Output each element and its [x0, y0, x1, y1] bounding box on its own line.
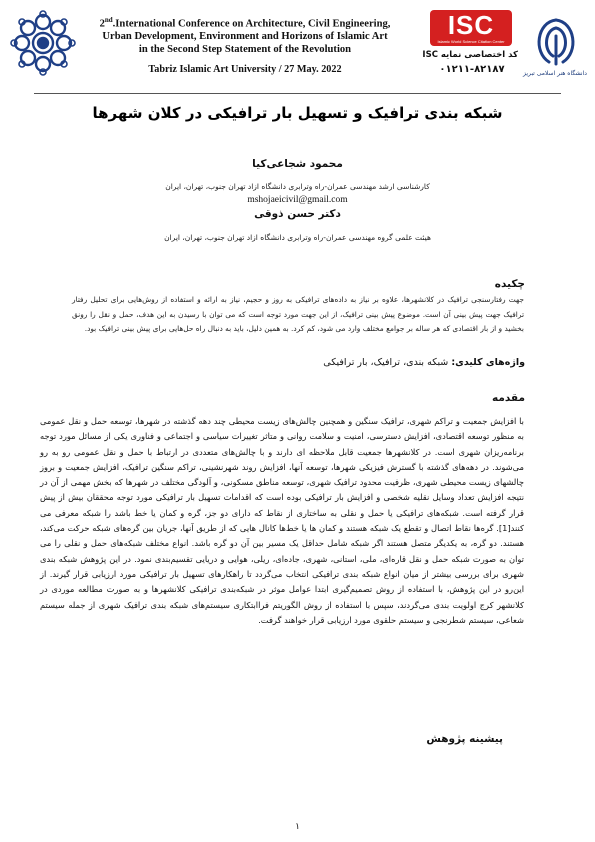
keywords-value: شبکه بندی، ترافیک، بار ترافیکی [323, 357, 449, 368]
conference-line-2: Urban Development, Environment and Horizons of Islamic Art [102, 31, 388, 43]
background-heading: پیشینه پژوهش [426, 733, 503, 745]
conference-ordinal: 2 [99, 18, 105, 30]
conference-line-1-text: .International Conference on Architecture, Civil Engineering, [112, 18, 391, 30]
author-2-affiliation: هیئت علمی گروه مهندسی عمران-راه وترابری دانشگاه ازاد تهران جنوب، تهران، ایران [164, 233, 431, 242]
intro-heading: مقدمه [492, 392, 525, 404]
keywords-label: واژه‌های کلیدی: [451, 357, 525, 368]
conference-logo-icon [8, 8, 78, 78]
author-1-name: محمود شجاعی‌کیا [252, 158, 343, 170]
university-logo-icon [525, 12, 587, 72]
abstract-heading: چکیده [494, 278, 525, 290]
abstract-text: جهت رفتارسنجی ترافیک در کلانشهرها، علاوه بر نیاز به داده‌های ترافیکی به روز و حجیم، نیاز به ارائه و استفاده از روش‌هایی برای تحلیل رفتار ترافیک جهت پیش بینی آن است. موضوع پیش بینی ترافیک، از این جهت مورد توجه است که می توان با رسیدن به این هدف، حمل و نقل را رونق بخشید و از بار اقتصادی که هر ساله بر جوامع مختلف وارد می شود، کم کرد. به همین دلیل، باید به دنبال راه حل‌هایی برای پیش بینی ترافیک بود. [72, 295, 524, 334]
conference-venue: Tabriz Islamic Art University / 27 May. 2022 [148, 64, 342, 76]
conference-line-3: in the Second Step Statement of the Revolution [138, 43, 352, 55]
intro-text: با افزایش جمعیت و تراکم شهری، ترافیک سنگین و همچنین چالش‌های زیست محیطی چند دهه گذشته در شهرها، توسعه حمل و نقل عمومی به منظور توسعه اقتصادی، افزایش دسترسی، امنیت و سلامت روانی و متاثر تغییرات سیاسی و اجتماعی و فناوری یکی از مسائل مورد توجه برنامه‌ریزان شهری است. در کلانشهرها جمعیت قابل ملاحظه ای دارند و با چالش‌های متعددی در ارتباط با حمل و نقل عمومی رو به رو می‌شوند. در دهه‌های گذشته با گسترش فیزیکی شهرها، توسعه آنها، افزایش روند شهرنشینی، تراکم سنگین ترافیک، افزایش جمعیت و بروز چالشهای زیست محیطی شهری، ظرفیت محدود ترافیک شهری، توسعه مناطق مسکونی، و آلودگی مختلف در شهرها که بخش مهمی از آن در نتیجه افزایش تعداد وسایل نقلیه شخصی و افزایش بار ترافیکی بوده است که اقدامات تسهیل بار ترافیکی مورد توجه محققان بیش از پیش قرار گرفته است. شبکه‌های ترافیکی یا حمل و نقلی به ساختاری از نقاط که دارای دو جز، گره و کمان یا خط باشد را شبکه معرفی می کنند[1]. گره‌ها نقاط اتصال و تقطع یک شبکه هستند و کمان ها یا خط‌ها کانال هایی که از طریق آنها، جریان بین گره‌های شبکه حرکت می‌کند، هستند. دو گره، به یکدیگر متصل هستند اگر شبکه شامل حداقل یک مسیر بین آن دو گره باشد. انواع مختلف شبکه‌های حمل و نقلی را می توان به صورت شبکه حمل و نقل قاره‌ای، ملی، استانی، شهری، جاده‌ای، ریلی، هوایی و دریایی تقسیم‌بندی نمود. در این پژوهش شبکه بندی شهری برای بررسی بیشتر از میان انواع شبکه بندی ترافیکی انتخاب می‌گردد تا راهکارهای تسهیل بار ترافیکی مورد ارزیابی قرار گیرند. از این‌رو در این پژوهش، با استفاده از روش تصمیم‌گیری ابتدا عوامل موثر در شبکه‌بندی ترافیکی کلانشهرها و به صورت مطالعه موردی در کلانشهر کرج اولویت بندی می‌گردند، سپس با استفاده از روش الگوریتم فراابتکاری سیستم‌های شبکه بندی ترافیک شهری از جمله سیستم شعاعی، سیستم شطرنجی و سیستم حلقوی مورد ارزیابی قرار خواهند گرفت. [40, 416, 524, 625]
isc-logo [422, 10, 518, 75]
isc-logo-subtext: Islamic World Science Citation Center [437, 39, 505, 44]
author-2-name: دکتر حسن ذوقی [254, 208, 341, 220]
conference-title [80, 14, 410, 77]
page-number: ۱ [295, 822, 300, 832]
author-1-email: mshojaeicivil@gmail.com [247, 195, 348, 205]
author-1-affiliation: کارشناسی ارشد مهندسی عمران-راه وترابری دانشگاه ازاد تهران جنوب، تهران، ایران [165, 182, 430, 191]
isc-code-number: ۰۱۲۱۱-۸۲۱۸۷ [439, 64, 505, 75]
conference-line-1 [80, 14, 410, 31]
isc-logo-text: ISC [447, 10, 495, 40]
conference-ordinal-suffix: nd [104, 16, 113, 24]
header-divider [34, 93, 561, 94]
university-name: دانشگاه هنر اسلامی تبریز [523, 70, 587, 77]
keywords [323, 357, 525, 368]
paper-title: شبکه بندی ترافیک و تسهیل بار ترافیکی در کلان شهرها [92, 104, 503, 122]
isc-code-label: کد اختصاصی نمایه ISC [422, 50, 518, 60]
